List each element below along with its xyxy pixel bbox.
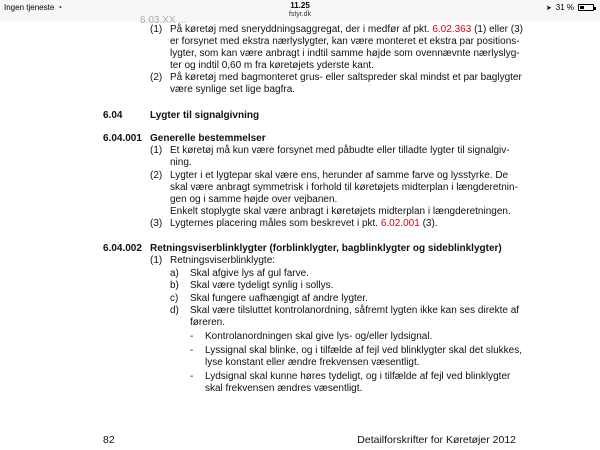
item-1-num: (1) <box>150 24 163 35</box>
section-604002-num: 6.04.002 <box>103 243 142 254</box>
dash-3: - <box>190 371 194 382</box>
general-2-num: (2) <box>150 170 163 181</box>
general-2-line-3: gen og i samme højde over vejbanen. <box>170 194 338 205</box>
battery-icon <box>578 4 594 11</box>
item-1-line-2: er forsynet med ekstra nærlyslygter, kan være monteret et ekstra par positions- <box>170 36 520 47</box>
general-1-line-1: Et køretøj må kun være forsynet med påbudte eller tilladte lygter til signalgiv- <box>170 145 510 156</box>
item-2-num: (2) <box>150 72 163 83</box>
letter-d-text: Skal være tilsluttet kontrolanordning, såfremt lygten ikke kan ses direkte af <box>190 305 520 316</box>
status-center <box>0 1 600 19</box>
general-2-line-2: skal være anbragt symmetrisk i forhold til køretøjets midterplan i længderetnin- <box>170 182 518 193</box>
letter-c: c) <box>170 293 179 304</box>
status-right <box>546 3 594 12</box>
dash-2-line-1: Lyssignal skal blinke, og i tilfælde af fejl ved blinklygter skal det slukkes, <box>205 345 523 356</box>
letter-c-text: Skal fungere uafhængigt af andre lygter. <box>190 293 368 304</box>
general-3-num: (3) <box>150 218 163 229</box>
section-604001-num: 6.04.001 <box>103 133 142 144</box>
page-number: 82 <box>103 434 115 446</box>
general-1-num: (1) <box>150 145 163 156</box>
location-icon: ➤ <box>545 4 552 12</box>
general-2-line-4: Enkelt stoplygte skal være anbragt i køretøjets midterplan i længderetningen. <box>170 206 511 217</box>
blink-num: (1) <box>150 255 163 266</box>
section-604-title: Lygter til signalgivning <box>150 110 260 121</box>
document-page <box>0 15 600 450</box>
item-1-line-4: ter og indtil 0,60 m fra køretøjets yderste kant. <box>170 60 374 71</box>
clipped-header: 6.03.XX ... <box>140 15 187 26</box>
clock: 11.25 <box>290 1 310 10</box>
letter-b-text: Skal være tydeligt synlig i sollys. <box>190 280 334 291</box>
general-2-line-1: Lygter i et lygtepar skal være ens, herunder af samme farve og lysstyrke. De <box>170 170 509 181</box>
item-1-line-1: På køretøj med sneryddningsaggregat, der i medfør af pkt. 6.02.363 (1) eller (3) <box>170 24 523 35</box>
wifi-icon: ◔ <box>57 3 63 12</box>
item-2-line-2: være synlige set lige bagfra. <box>170 84 296 95</box>
section-604-num: 6.04 <box>103 110 123 121</box>
letter-b: b) <box>170 280 179 291</box>
status-bar <box>0 0 600 22</box>
general-3-line-1: Lygternes placering måles som beskrevet i pkt. 6.02.001 (3). <box>170 218 438 229</box>
url-label[interactable]: fstyr.dk <box>288 11 312 18</box>
blink-intro: Retningsviserblinklygte: <box>170 255 276 266</box>
section-604001-title: Generelle bestemmelser <box>150 133 266 144</box>
dash-3-line-2: skal frekvensen ændres væsentligt. <box>205 383 363 394</box>
battery-fill <box>580 6 584 9</box>
dash-2: - <box>190 345 194 356</box>
general-1-line-2: ning. <box>170 157 192 168</box>
item-2-line-1: På køretøj med bagmonteret grus- eller saltspreder skal mindst et par baglygter <box>170 72 522 83</box>
section-604002-title: Retningsviserblinklygter (forblinklygter, bagblinklygter og sideblinklygter) <box>150 243 502 254</box>
item-1-line-3: lygter, som kan være anbragt i indtil samme højde som ovennævnte nærlyslyg- <box>170 48 520 59</box>
ref-link[interactable]: 6.02.363 <box>432 24 472 35</box>
dash-2-line-2: lyse konstant eller ændre frekvensen væsentligt. <box>205 357 420 368</box>
letter-d-text-2: føreren. <box>190 317 226 328</box>
carrier-label: Ingen tjeneste <box>4 3 55 12</box>
dash-3-line-1: Lydsignal skal kunne høres tydeligt, og i tilfælde af fejl ved blinklygter <box>205 371 511 382</box>
dash-1-line-1: Kontrolanordningen skal give lys- og/eller lydsignal. <box>205 331 433 342</box>
dash-1: - <box>190 331 194 342</box>
letter-a-text: Skal afgive lys af gul farve. <box>190 268 309 279</box>
ref-link-2[interactable]: 6.02.001 <box>380 218 420 229</box>
letter-d: d) <box>170 305 179 316</box>
letter-a: a) <box>170 268 179 279</box>
footer-title: Detailforskrifter for Køretøjer 2012 <box>357 434 516 446</box>
battery-percent: 31 % <box>555 3 574 12</box>
